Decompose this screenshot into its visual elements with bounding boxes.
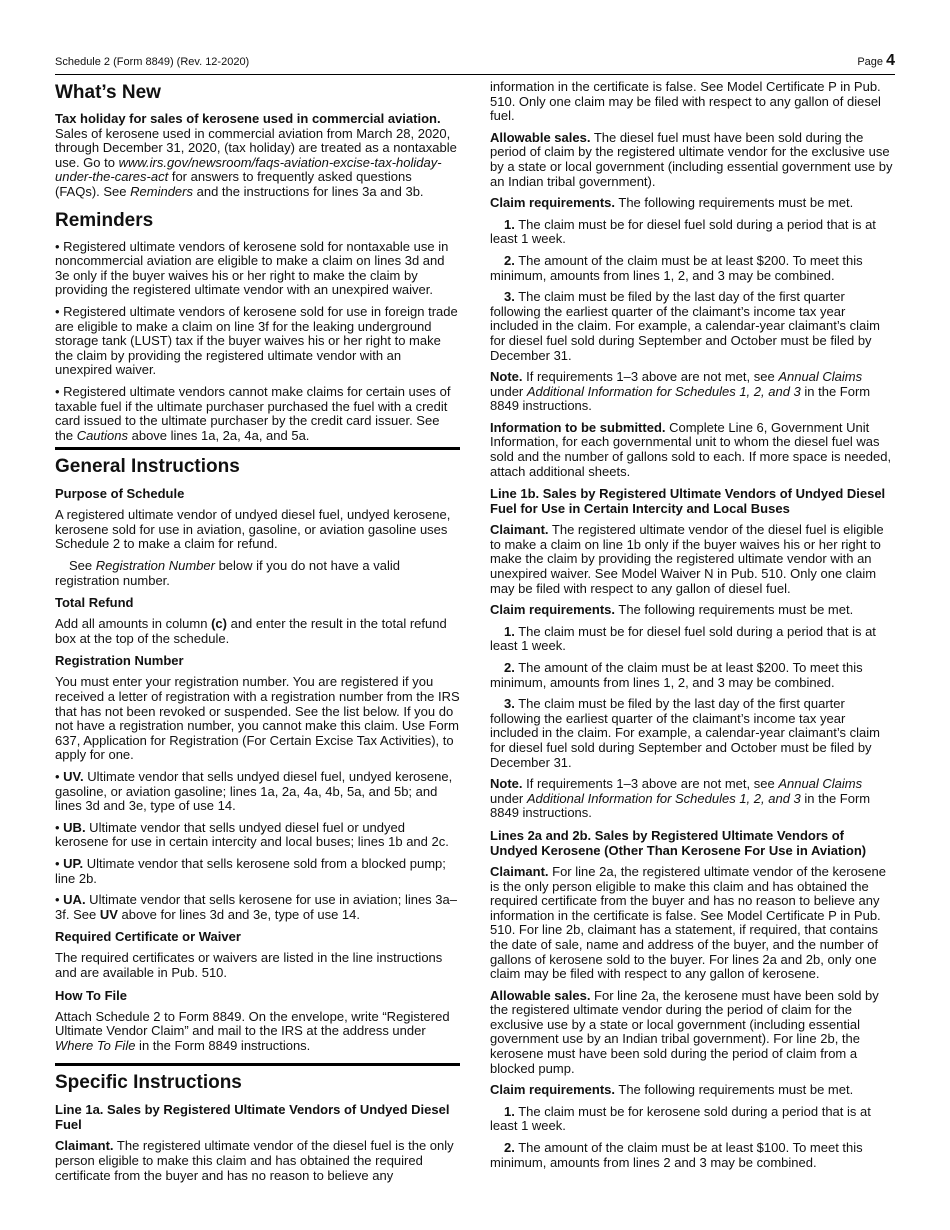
req-text: The amount of the claim must be at least $100. To meet this minimum, amounts from lines 2 and 3 may be combined. [490,1140,863,1170]
line-1b-heading: Line 1b. Sales by Registered Ultimate Vendors of Undyed Diesel Fuel for Use in Certain Intercity and Local Buses [490,486,886,517]
note-text-a: If requirements 1–3 above are not met, see [522,776,779,792]
page-word: Page [857,56,884,68]
claim-requirements [490,196,895,211]
registration-text: You must enter your registration number. You are registered if you received a letter of registration with a registration number from the IRS that has not been revoked or suspended. See the list below. If you do not have a registration number, you cannot make this claim. Use Form 637, Application for Registration (For Certain Excise Tax Activities), to apply for one. [55,674,460,763]
req-number: 3. [504,289,515,305]
code-ua: UA. [63,892,86,908]
line-1a-claimant [55,1139,460,1183]
annual-claims-ref: Annual Claims [778,776,863,792]
additional-info-ref: Additional Information for Schedules 1, 2, and 3 [526,790,801,806]
req-number: 2. [504,252,515,268]
how-to-file-text [55,1010,460,1054]
line-2-claimant [490,865,895,982]
code-uv: UV. [63,769,84,784]
reminder-item: • Registered ultimate vendors of kerosene sold for nontaxable use in noncommercial aviation are eligible to make a claim on lines 3d and 3e only if the buyer waives his or her right to make the claim by providing the registered ultimate vendor with an unexpired waiver. [55,238,449,298]
whats-new-heading: What’s New [55,82,161,103]
whats-new-text-a: Sales of kerosene used in commercial aviation from March 28, 2020, through December 31, 2020, (tax holiday) are treated as a nontaxable use. Go to [55,125,457,170]
info-label: Information to be submitted. [490,419,666,435]
certificate-text: The required certificates or waivers are listed in the line instructions and are available in Pub. 510. [55,950,443,980]
additional-info-ref: Additional Information for Schedules 1, 2, and 3 [526,383,801,399]
info-text: Complete Line 6, Government Unit Information, for each governmental unit to whom the diesel fuel was sold and the number of gallons sold to each. If more space is needed, attach additional sheets. [490,419,892,479]
code-ua-text-a: Ultimate vendor that sells kerosene for use in aviation; lines 3a–3f. See [55,892,457,922]
code-ua-text-b: above for lines 3d and 3e, type of use 14. [117,906,360,922]
req-number: 1. [504,1103,515,1119]
right-column [490,80,895,1177]
requirement-item [490,1141,895,1170]
note-text-b: under [490,383,527,399]
total-text-b: and enter the result in the total refund box at the top of the schedule. [55,616,447,646]
cautions-ref: Cautions [76,427,128,443]
requirement-item [490,254,895,283]
whats-new-paragraph [55,112,460,200]
whats-new-text-c: and the instructions for lines 3a and 3b. [193,183,424,199]
total-text-a: Add all amounts in column [55,616,212,632]
claim-req-text: The following requirements must be met. [615,602,854,618]
general-instructions-heading: General Instructions [55,456,240,478]
purpose-heading: Purpose of Schedule [55,486,185,502]
faq-url: www.irs.gov/newsroom/faqs-aviation-excise-tax-holiday-under-the-cares-act [55,154,442,185]
claim-requirements [490,603,895,618]
note-text-a: If requirements 1–3 above are not met, see [522,369,779,385]
information-submitted [490,421,895,479]
req-text: The claim must be for diesel fuel sold during a period that is at least 1 week. [490,623,876,654]
reminders-heading: Reminders [55,209,154,231]
code-item: • UP. Ultimate vendor that sells kerosene sold from a blocked pump; line 2b. [55,855,446,886]
reminder-text-b: above lines 1a, 2a, 4a, and 5a. [128,427,310,443]
see-text-a: See [69,558,96,574]
requirement-item [490,625,895,654]
reminder-text-a: • Registered ultimate vendors cannot make claims for certain uses of taxable fuel if the ultimate purchaser purchased the fuel with a credit card issued to the ultimate purchaser by the credit card issuer. See the [55,383,451,443]
requirement-item [490,697,895,770]
req-number: 2. [504,660,515,675]
requirement-item [490,1105,895,1134]
allowable-label: Allowable sales. [490,129,591,145]
line-1b-claimant [490,523,895,596]
page-number [857,52,895,70]
whats-new-lead: Tax holiday for sales of kerosene used in commercial aviation. [55,111,441,126]
allowable-sales [490,989,895,1077]
req-number: 3. [504,696,515,712]
page-num: 4 [886,52,895,69]
registration-ref: Registration Number [95,558,215,574]
specific-instructions-heading: Specific Instructions [55,1072,242,1094]
req-text: The claim must be for diesel fuel sold during a period that is at least 1 week. [490,216,876,247]
claim-req-text: The following requirements must be met. [615,195,854,211]
allowable-label: Allowable sales. [490,987,591,1003]
total-refund-heading: Total Refund [55,595,134,611]
claim-req-text: The following requirements must be met. [615,1082,854,1098]
requirement-item [490,218,895,247]
line-1b-claimant-text: The registered ultimate vendor of the diesel fuel is eligible to make a claim on line 1b only if the buyer waives his or her right to make the claim by providing the registered ultimate vendor with an unexpired waiver. See Model Waiver N in Pub. 510. Only one claim may be filed with respect to any gallon of diesel fuel. [490,522,884,596]
line-2-heading: Lines 2a and 2b. Sales by Registered Ultimate Vendors of Undyed Kerosene (Other Than Kerosene For Use in Aviation) [490,827,867,858]
allowable-text: For line 2a, the kerosene must have been sold by the registered ultimate vendor during the period of claim for the exclusive use by a state or local government (including essential government use by an Indian tribal government). For line 2b, the kerosene must have been sold during the period of claim from a blocked pump. [490,987,879,1076]
note-text-c: in the Form 8849 instructions. [490,383,871,414]
where-to-file-ref: Where To File [55,1037,136,1053]
continued-text: information in the certificate is false. See Model Certificate P in Pub. 510. Only one claim may be filed with respect to any gallon of diesel fuel. [490,79,881,124]
req-text: The claim must be for kerosene sold during a period that is at least 1 week. [490,1103,871,1134]
claim-req-label: Claim requirements. [490,602,615,618]
code-up: UP. [63,855,84,871]
claim-req-label: Claim requirements. [490,1082,615,1098]
code-item: • UA. Ultimate vendor that sells kerosene for use in aviation; lines 3a–3f. See UV above for lines 3d and 3e, type of use 14. [55,892,457,922]
total-refund-text [55,617,460,646]
allowable-sales [490,131,895,189]
certificate-heading: Required Certificate or Waiver [55,929,241,945]
how-to-file-heading: How To File [55,987,127,1003]
req-text: The amount of the claim must be at least $200. To meet this minimum, amounts from lines 1, 2, and 3 may be combined. [490,252,863,283]
claimant-label: Claimant. [490,863,549,879]
req-text: The claim must be filed by the last day of the first quarter following the earliest quarter of the claimant’s income tax year included in the claim. For example, a calendar-year claimant’s claim for diesel fuel sold during September and October must be filed by December 31. [490,696,880,770]
how-text-a: Attach Schedule 2 to Form 8849. On the envelope, write “Registered Ultimate Vendor Claim” and mail to the IRS at the address under [55,1008,450,1039]
note [490,777,895,821]
note-text-b: under [490,790,527,806]
section-divider [55,1063,460,1066]
requirement-item [490,661,895,690]
code-uv-ref: UV [99,906,118,922]
form-title: Schedule 2 (Form 8849) (Rev. 12-2020) [55,56,250,68]
claimant-label: Claimant. [55,1138,114,1154]
see-registration [55,559,460,588]
req-number: 1. [504,216,515,232]
reminders-ref: Reminders [130,183,193,199]
see-text-b: below if you do not have a valid registration number. [55,558,400,588]
note-label: Note. [490,776,523,792]
whats-new-text-b: for answers to frequently asked questions (FAQs). See [55,169,412,199]
req-number: 1. [504,623,515,639]
reminder-item: • Registered ultimate vendors of kerosene sold for use in foreign trade are eligible to make a claim on line 3f for the leaking underground storage tank (LUST) tax if the buyer waives his or her right to make the claim by providing the registered ultimate vendor with an unexpired waiver. [55,303,458,378]
req-number: 2. [504,1140,515,1156]
section-divider [55,447,460,450]
note-text-c: in the Form 8849 instructions. [490,790,871,821]
purpose-text: A registered ultimate vendor of undyed diesel fuel, undyed kerosene, kerosene sold for use in aviation, gasoline, or aviation gasoline uses Schedule 2 to make a claim for refund. [55,507,451,552]
code-item: • UB. Ultimate vendor that sells undyed diesel fuel or undyed kerosene for use in certain intercity and local buses; lines 1b and 2c. [55,819,449,850]
requirement-item [490,290,895,363]
code-up-text: Ultimate vendor that sells kerosene sold from a blocked pump; line 2b. [55,855,446,886]
req-text: The amount of the claim must be at least $200. To meet this minimum, amounts from lines 1, 2, and 3 may be combined. [490,660,863,690]
reminder-item [55,385,460,443]
req-text: The claim must be filed by the last day of the first quarter following the earliest quarter of the claimant’s income tax year included in the claim. For example, a calendar-year claimant’s claim for diesel fuel sold during September and October must be filed by December 31. [490,289,880,363]
code-item: • UV. Ultimate vendor that sells undyed diesel fuel, undyed kerosene, gasoline, or aviation gasoline; lines 1a, 2a, 4a, 4b, 5a, and 5b; and lines 3d and 3e, type of use 14. [55,769,453,814]
left-column [55,80,460,1190]
allowable-text: The diesel fuel must have been sold during the period of claim by the registered ultimate vendor for the exclusive use by a state or local government (including essential government use by an Indian tribal government). [490,129,893,189]
note-label: Note. [490,369,523,385]
claim-requirements [490,1083,895,1098]
code-ub-text: Ultimate vendor that sells undyed diesel fuel or undyed kerosene for use in certain intercity and local buses; lines 1b and 2c. [55,819,449,850]
column-c-ref: (c) [211,616,227,632]
note [490,370,895,414]
claimant-label: Claimant. [490,522,549,538]
code-ub: UB. [63,819,86,835]
code-uv-text: Ultimate vendor that sells undyed diesel fuel, undyed kerosene, gasoline, or aviation gasoline; lines 1a, 2a, 4a, 4b, 5a, and 5b; and lines 3d and 3e, type of use 14. [55,769,453,814]
line-2-claimant-text: For line 2a, the registered ultimate vendor of the kerosene is the only person eligible to make this claim and has obtained the required certificate from the buyer and has no reason to believe any information in the certificate is false. See Model Certificate P in Pub. 510. For line 2b, claimant has a statement, if required, that contains the date of sale, name and address of the buyer, and the number of gallons of kerosene sold to the buyer. For lines 2a and 2b, only one claim may be filed with respect to any gallon of kerosene. [490,863,886,982]
annual-claims-ref: Annual Claims [778,369,863,385]
claim-req-label: Claim requirements. [490,195,615,211]
page-header [55,52,895,75]
line-1a-claimant-text: The registered ultimate vendor of the diesel fuel is the only person eligible to make this claim and has obtained the required certificate from the buyer and has no reason to believe any [55,1138,454,1183]
registration-heading: Registration Number [55,653,184,669]
how-text-b: in the Form 8849 instructions. [135,1037,311,1053]
line-1a-heading: Line 1a. Sales by Registered Ultimate Vendors of Undyed Diesel Fuel [55,1102,450,1133]
